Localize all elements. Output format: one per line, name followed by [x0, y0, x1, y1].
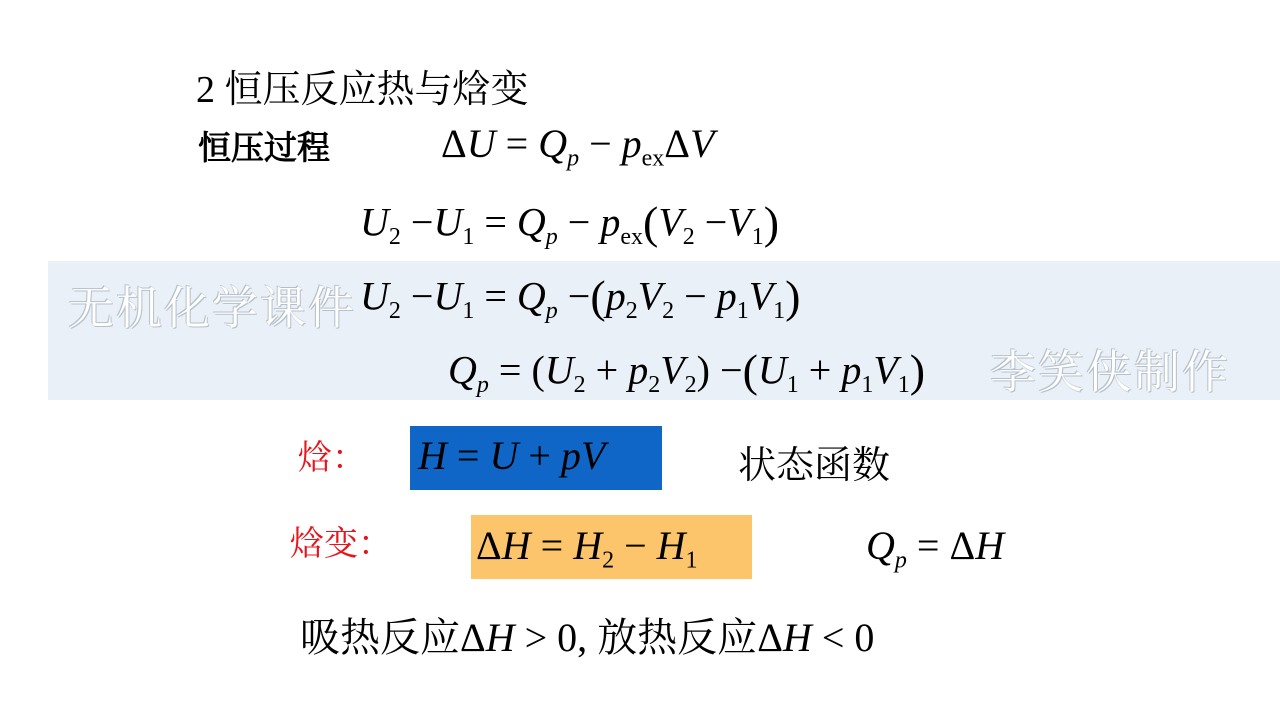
enthalpy-definition: H = U + pV: [418, 433, 606, 478]
enthalpy-change-definition: $\Delta H = H_2 - H_1$: [476, 523, 698, 574]
equation-qp: $Q_p = (U_2 + p_2V_2) -(U_1 + p_1V_1)$: [448, 345, 926, 399]
equation-first-law: $\Delta U = Q_p - p_{ex}\Delta V$: [441, 121, 715, 172]
process-label: 恒压过程: [198, 131, 330, 167]
reaction-sign-conclusion: 吸热反应ΔH > 0, 放热反应ΔH < 0: [300, 615, 875, 660]
slide-title: 2 恒压反应热与焓变: [196, 69, 529, 111]
equation-pv-work: $U_2 -U_1 = Q_p -(p_2V_2 - p_1V_1)$: [360, 271, 801, 325]
state-function-note: 状态函数: [738, 445, 891, 487]
enthalpy-label: 焓：: [298, 440, 366, 477]
watermark-author: 李笑侠制作: [990, 345, 1230, 399]
watermark-course: 无机化学课件: [68, 281, 356, 335]
qp-equals-delta-h: $Q_p = \Delta H$: [866, 523, 1005, 574]
equation-volume-work: $U_2 -U_1 = Q_p - p_{ex}(V_2 -V_1)$: [360, 197, 780, 251]
enthalpy-change-label: 焓变：: [290, 526, 392, 563]
